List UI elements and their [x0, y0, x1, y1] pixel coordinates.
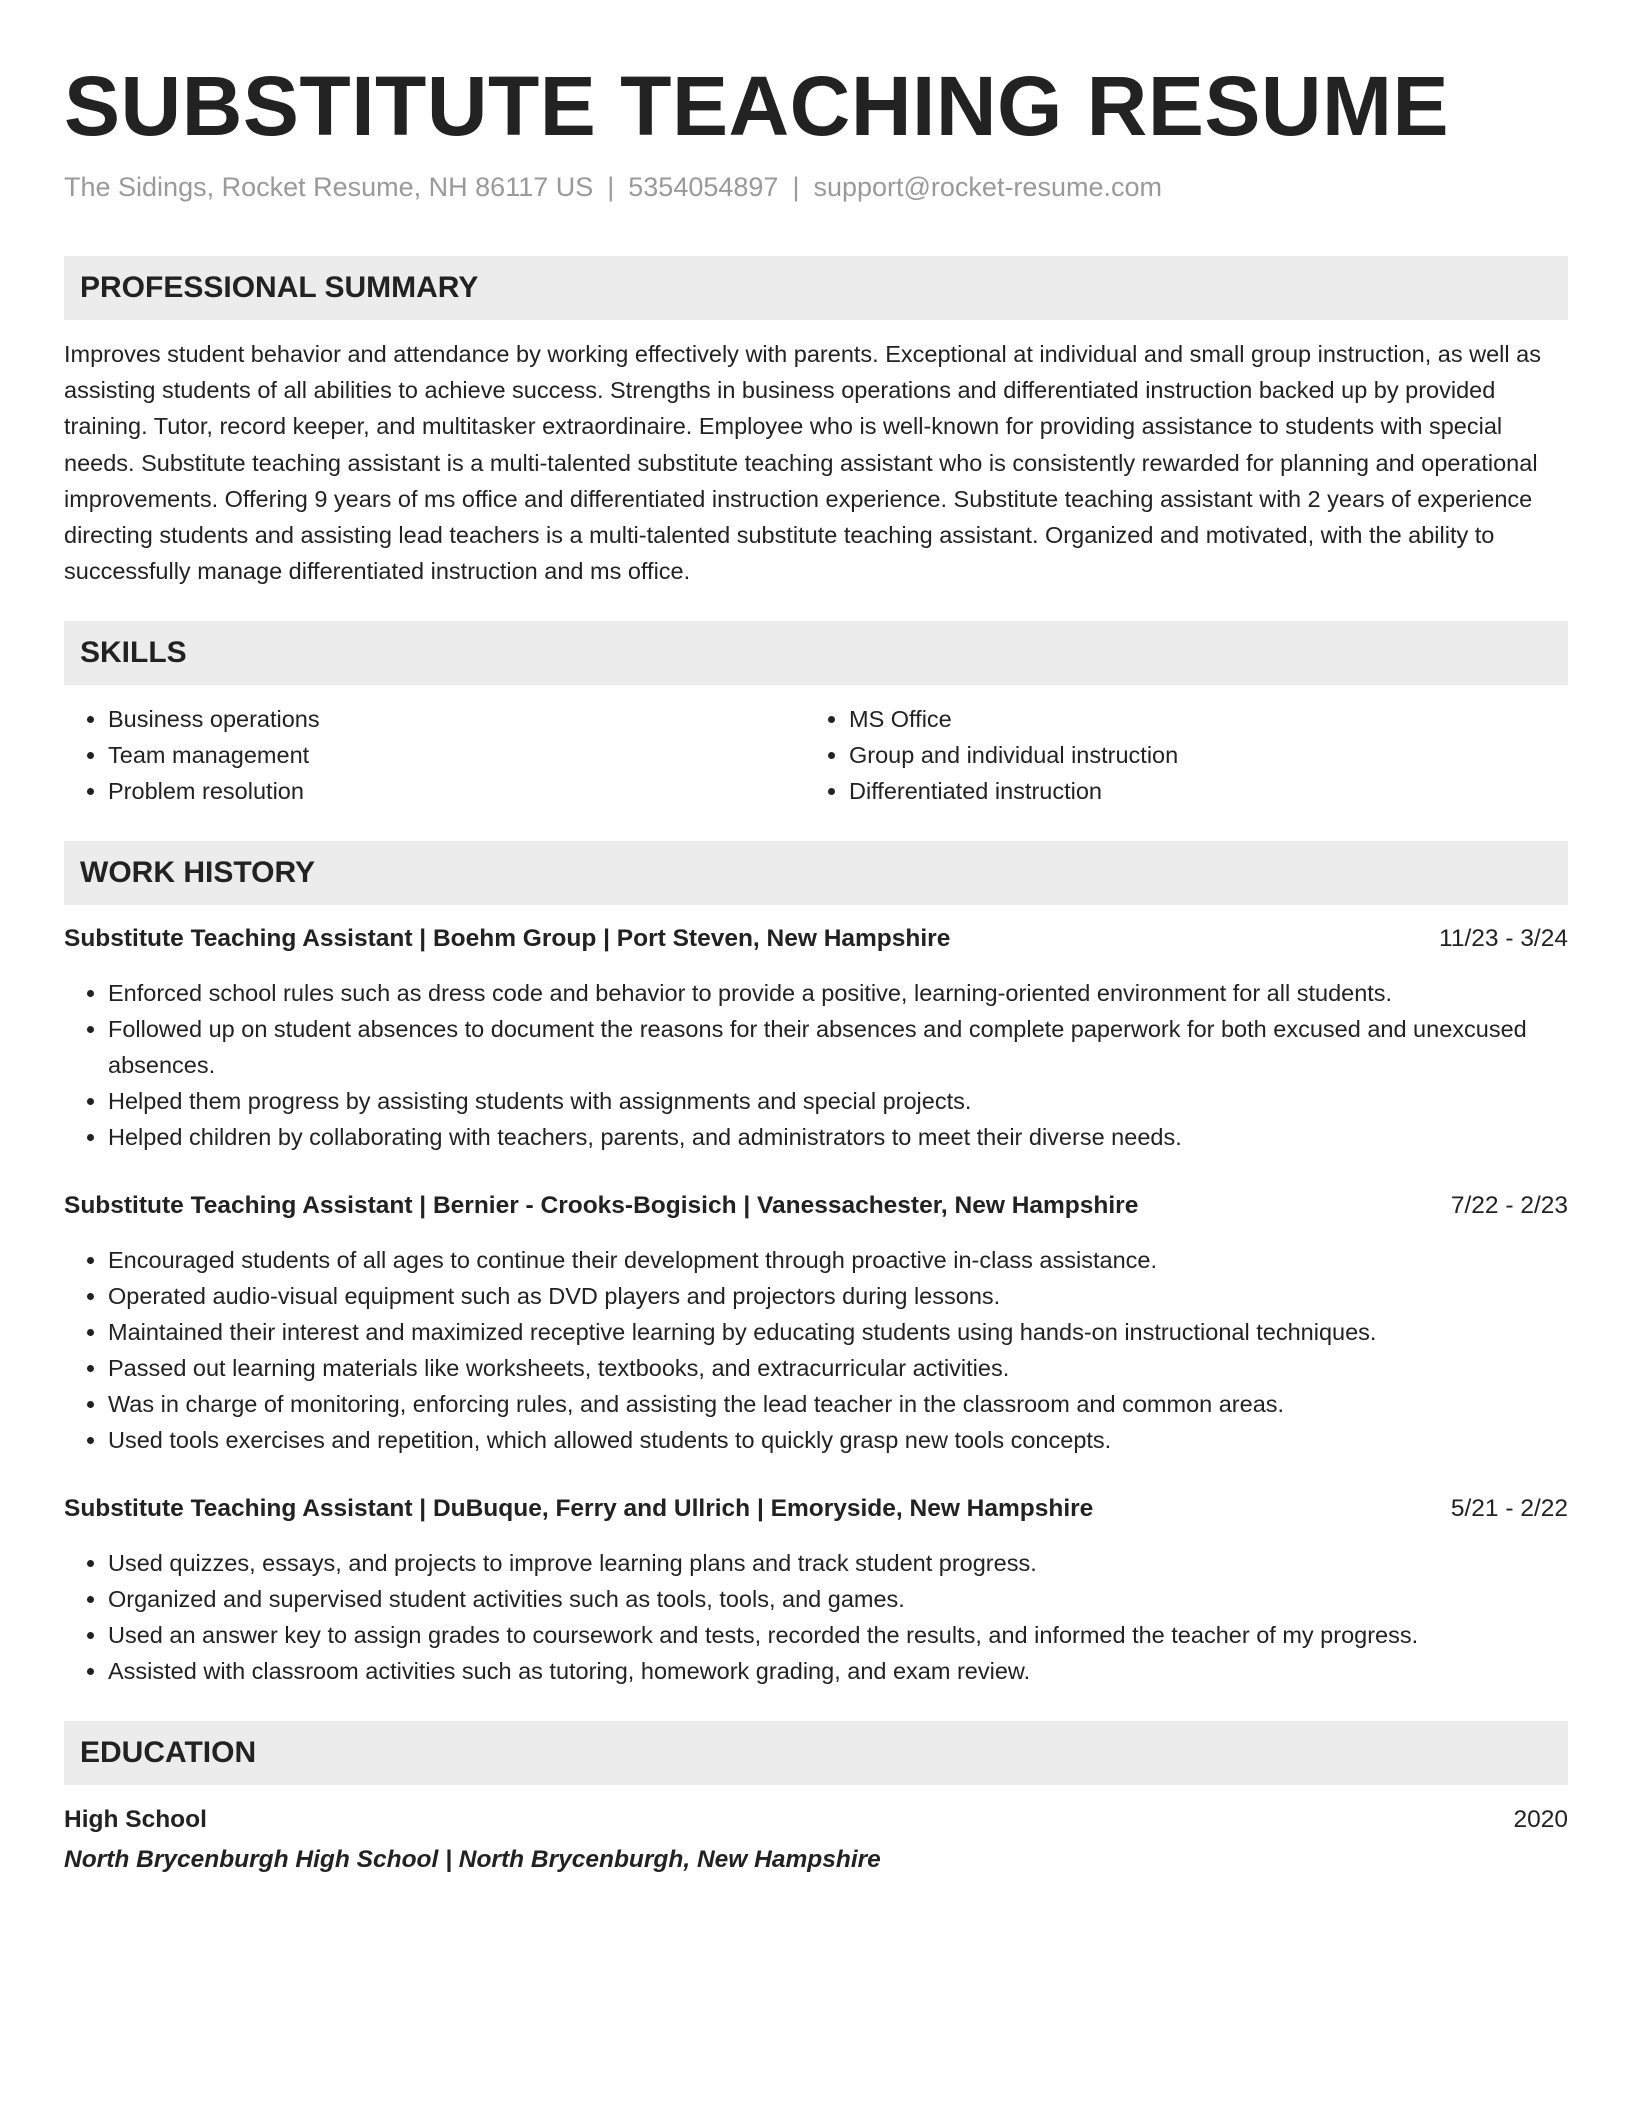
job-bullet: • Was in charge of monitoring, enforcing rules, and assisting the lead teacher in the classroom and common areas. — [108, 1386, 1568, 1422]
job-entry — [64, 921, 1568, 1155]
skill-item: • Group and individual instruction — [849, 737, 1546, 773]
skills-column-left — [64, 701, 805, 809]
skill-item: • Problem resolution — [108, 773, 805, 809]
job-bullet: • Encouraged students of all ages to continue their development through proactive in-class assistance. — [108, 1242, 1568, 1278]
job-bullet: • Used tools exercises and repetition, which allowed students to quickly grasp new tools concepts. — [108, 1422, 1568, 1458]
contact-phone: 5354054897 — [628, 172, 779, 202]
job-title-row — [64, 921, 1568, 957]
job-bullet: • Helped children by collaborating with teachers, parents, and administrators to meet their diverse needs. — [108, 1119, 1568, 1155]
job-bullets — [64, 1242, 1568, 1458]
job-title: Substitute Teaching Assistant | DuBuque, Ferry and Ullrich | Emoryside, New Hampshire — [64, 1495, 1094, 1523]
skills-column-right — [805, 701, 1546, 809]
skill-item: • Team management — [108, 737, 805, 773]
job-bullets — [64, 975, 1568, 1155]
contact-address: The Sidings, Rocket Resume, NH 86117 US — [64, 172, 594, 202]
section-header-work-history: WORK HISTORY — [64, 841, 1568, 905]
job-bullet: • Followed up on student absences to document the reasons for their absences and complete paperwork for both excused and unexcused absences. — [108, 1011, 1568, 1083]
contact-email: support@rocket-resume.com — [813, 172, 1162, 202]
section-header-skills: SKILLS — [64, 621, 1568, 685]
job-bullet: • Maintained their interest and maximized receptive learning by educating students using hands-on instructional techniques. — [108, 1314, 1568, 1350]
section-header-education: EDUCATION — [64, 1721, 1568, 1785]
job-bullet: • Used quizzes, essays, and projects to improve learning plans and track student progress. — [108, 1545, 1568, 1581]
job-entry — [64, 1188, 1568, 1458]
contact-line — [64, 170, 1568, 204]
education-school: North Brycenburgh High School | North Brycenburgh, New Hampshire — [64, 1846, 881, 1874]
job-dates: 5/21 - 2/22 — [1450, 1495, 1568, 1523]
job-title-row — [64, 1491, 1568, 1527]
job-bullet: • Operated audio-visual equipment such as DVD players and projectors during lessons. — [108, 1278, 1568, 1314]
skill-item: • Business operations — [108, 701, 805, 737]
job-bullets — [64, 1545, 1568, 1689]
job-title: Substitute Teaching Assistant | Bernier - Crooks-Bogisich | Vanessachester, New Hampshire — [64, 1192, 1139, 1220]
summary-text: Improves student behavior and attendance by working effectively with parents. Exceptional at individual and small group instruction, as well as assisting students of all abilities to achieve success. Strengths in business operations and differentiated instruction backed up by provided training. Tutor, record keeper, and multitasker extraordinaire. Employee who is well-known for providing assistance to students with special needs. Substitute teaching assistant is a multi-talented substitute teaching assistant who is consistently rewarded for planning and operational improvements. Offering 9 years of ms office and differentiated instruction experience. Substitute teaching assistant with 2 years of experience directing students and assisting lead teachers is a multi-talented substitute teaching assistant. Organized and motivated, with the ability to successfully manage differentiated instruction and ms office. — [64, 341, 1541, 585]
job-title-row — [64, 1188, 1568, 1224]
resume-title: SUBSTITUTE TEACHING RESUME — [64, 59, 1450, 153]
job-bullet: • Passed out learning materials like worksheets, textbooks, and extracurricular activities. — [108, 1350, 1568, 1386]
job-dates: 7/22 - 2/23 — [1450, 1192, 1568, 1220]
contact-separator: | — [792, 172, 800, 202]
education-entry — [64, 1801, 1568, 1879]
section-header-summary: PROFESSIONAL SUMMARY — [64, 256, 1568, 320]
skill-item: • Differentiated instruction — [849, 773, 1546, 809]
job-bullet: • Helped them progress by assisting students with assignments and special projects. — [108, 1083, 1568, 1119]
contact-separator: | — [607, 172, 615, 202]
job-bullet: • Enforced school rules such as dress code and behavior to provide a positive, learning-oriented environment for all students. — [108, 975, 1568, 1011]
job-dates: 11/23 - 3/24 — [1439, 925, 1568, 953]
education-row — [64, 1801, 1568, 1839]
job-bullet: • Assisted with classroom activities such as tutoring, homework grading, and exam review. — [108, 1653, 1568, 1689]
job-title: Substitute Teaching Assistant | Boehm Group | Port Steven, New Hampshire — [64, 925, 951, 953]
skill-item: • MS Office — [849, 701, 1546, 737]
job-bullet: • Organized and supervised student activities such as tools, tools, and games. — [108, 1581, 1568, 1617]
job-bullet: • Used an answer key to assign grades to coursework and tests, recorded the results, and informed the teacher of my progress. — [108, 1617, 1568, 1653]
education-degree: High School — [64, 1806, 207, 1834]
skills-grid — [64, 701, 1568, 809]
job-entry — [64, 1491, 1568, 1689]
education-year: 2020 — [1513, 1806, 1568, 1834]
